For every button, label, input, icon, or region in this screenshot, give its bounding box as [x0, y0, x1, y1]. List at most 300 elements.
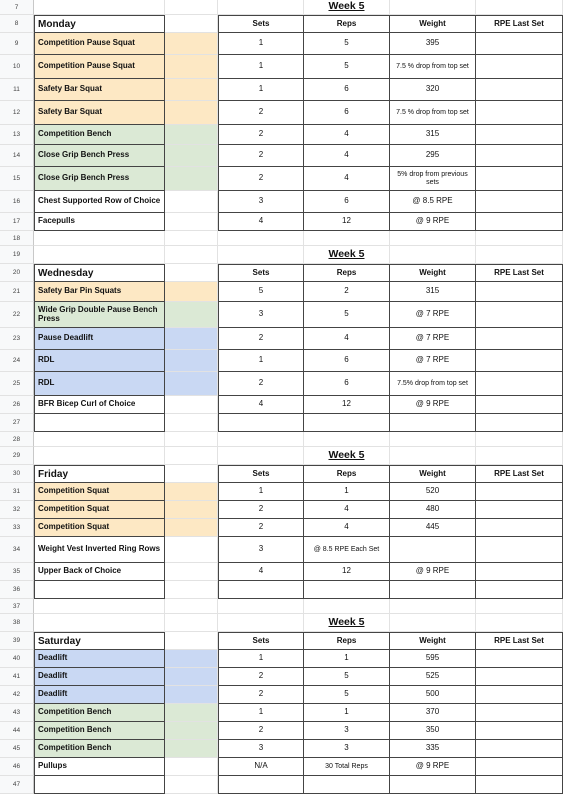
sets-cell[interactable]: 2: [218, 372, 304, 396]
rpe-cell[interactable]: [476, 537, 563, 563]
reps-cell[interactable]: 1: [304, 704, 390, 722]
weight-cell[interactable]: 350: [390, 722, 476, 740]
weight-cell[interactable]: @ 9 RPE: [390, 758, 476, 776]
row-number[interactable]: 35: [0, 563, 34, 581]
header-rpe[interactable]: RPE Last Set: [476, 264, 563, 282]
sets-cell[interactable]: [218, 581, 304, 599]
rpe-cell[interactable]: [476, 33, 563, 55]
header-sets[interactable]: Sets: [218, 15, 304, 33]
sheet-row: [0, 686, 563, 704]
sets-cell[interactable]: 3: [218, 191, 304, 213]
cell[interactable]: [165, 758, 218, 776]
reps-cell[interactable]: 1: [304, 483, 390, 501]
sets-cell[interactable]: 3: [218, 740, 304, 758]
sets-cell[interactable]: 2: [218, 501, 304, 519]
sheet-row: [0, 650, 563, 668]
header-sets[interactable]: Sets: [218, 465, 304, 483]
cell[interactable]: [165, 537, 218, 563]
reps-cell[interactable]: 4: [304, 167, 390, 191]
cell[interactable]: [390, 432, 476, 447]
day-name[interactable]: Wednesday: [34, 264, 165, 282]
sets-cell[interactable]: 1: [218, 483, 304, 501]
exercise-name[interactable]: Competition Bench: [34, 125, 165, 145]
exercise-name[interactable]: [34, 776, 165, 794]
reps-cell[interactable]: 3: [304, 740, 390, 758]
weight-cell[interactable]: 335: [390, 740, 476, 758]
sheet-row: [0, 447, 563, 465]
sets-cell[interactable]: N/A: [218, 758, 304, 776]
exercise-name[interactable]: Chest Supported Row of Choice: [34, 191, 165, 213]
rpe-cell[interactable]: [476, 650, 563, 668]
row-number[interactable]: 20: [0, 264, 34, 282]
day-name[interactable]: Friday: [34, 465, 165, 483]
exercise-name[interactable]: RDL: [34, 372, 165, 396]
reps-cell[interactable]: 12: [304, 396, 390, 414]
cell[interactable]: [476, 0, 563, 15]
exercise-name[interactable]: Competition Squat: [34, 483, 165, 501]
weight-cell[interactable]: 480: [390, 501, 476, 519]
row-number[interactable]: 39: [0, 632, 34, 650]
cell[interactable]: [165, 125, 218, 145]
reps-cell[interactable]: 1: [304, 650, 390, 668]
cell[interactable]: [34, 0, 165, 15]
cell[interactable]: [165, 350, 218, 372]
row-number[interactable]: 38: [0, 614, 34, 632]
exercise-name[interactable]: Facepulls: [34, 213, 165, 231]
sheet-row: [0, 101, 563, 125]
cell[interactable]: [476, 447, 563, 465]
row-number[interactable]: 10: [0, 55, 34, 79]
weight-cell[interactable]: 295: [390, 145, 476, 167]
cell[interactable]: [34, 231, 165, 246]
cell[interactable]: [165, 15, 218, 33]
exercise-name[interactable]: Safety Bar Squat: [34, 101, 165, 125]
exercise-name[interactable]: Competition Bench: [34, 704, 165, 722]
row-number[interactable]: 29: [0, 447, 34, 465]
row-number[interactable]: 9: [0, 33, 34, 55]
cell[interactable]: [218, 432, 304, 447]
row-number[interactable]: 7: [0, 0, 34, 15]
sets-cell[interactable]: 1: [218, 55, 304, 79]
exercise-name[interactable]: Upper Back of Choice: [34, 563, 165, 581]
cell[interactable]: [476, 231, 563, 246]
exercise-name[interactable]: Competition Squat: [34, 519, 165, 537]
sets-cell[interactable]: 1: [218, 33, 304, 55]
row-number[interactable]: 33: [0, 519, 34, 537]
cell[interactable]: [218, 246, 304, 264]
reps-cell[interactable]: 4: [304, 328, 390, 350]
row-number[interactable]: 30: [0, 465, 34, 483]
weight-cell[interactable]: 7.5 % drop from top set: [390, 55, 476, 79]
cell[interactable]: [165, 372, 218, 396]
rpe-cell[interactable]: [476, 686, 563, 704]
cell[interactable]: [165, 519, 218, 537]
weight-cell[interactable]: 370: [390, 704, 476, 722]
cell[interactable]: [165, 0, 218, 15]
cell[interactable]: [165, 213, 218, 231]
rpe-cell[interactable]: [476, 668, 563, 686]
header-reps[interactable]: Reps: [304, 15, 390, 33]
rpe-cell[interactable]: [476, 740, 563, 758]
sets-cell[interactable]: 3: [218, 302, 304, 328]
cell[interactable]: [165, 501, 218, 519]
header-rpe[interactable]: RPE Last Set: [476, 632, 563, 650]
exercise-name[interactable]: Close Grip Bench Press: [34, 145, 165, 167]
cell[interactable]: [165, 264, 218, 282]
reps-cell[interactable]: 6: [304, 191, 390, 213]
row-number[interactable]: 23: [0, 328, 34, 350]
header-weight[interactable]: Weight: [390, 632, 476, 650]
sets-cell[interactable]: 4: [218, 213, 304, 231]
weight-cell[interactable]: [390, 537, 476, 563]
reps-cell[interactable]: 4: [304, 519, 390, 537]
weight-cell[interactable]: 595: [390, 650, 476, 668]
rpe-cell[interactable]: [476, 302, 563, 328]
rpe-cell[interactable]: [476, 414, 563, 432]
cell[interactable]: [165, 614, 218, 632]
sheet-row: [0, 501, 563, 519]
rpe-cell[interactable]: [476, 101, 563, 125]
sets-cell[interactable]: 2: [218, 668, 304, 686]
weight-cell[interactable]: 500: [390, 686, 476, 704]
header-reps[interactable]: Reps: [304, 264, 390, 282]
rpe-cell[interactable]: [476, 483, 563, 501]
reps-cell[interactable]: 30 Total Reps: [304, 758, 390, 776]
exercise-name[interactable]: Close Grip Bench Press: [34, 167, 165, 191]
row-number[interactable]: 22: [0, 302, 34, 328]
cell[interactable]: [218, 447, 304, 465]
cell[interactable]: [165, 599, 218, 614]
rpe-cell[interactable]: [476, 167, 563, 191]
sheet-row: [0, 614, 563, 632]
sets-cell[interactable]: 2: [218, 722, 304, 740]
exercise-name[interactable]: Deadlift: [34, 668, 165, 686]
weight-cell[interactable]: @ 7 RPE: [390, 328, 476, 350]
reps-cell[interactable]: 6: [304, 79, 390, 101]
rpe-cell[interactable]: [476, 350, 563, 372]
cell[interactable]: [476, 246, 563, 264]
cell[interactable]: [165, 79, 218, 101]
exercise-name[interactable]: Pause Deadlift: [34, 328, 165, 350]
exercise-name[interactable]: Wide Grip Double Pause Bench Press: [34, 302, 165, 328]
cell[interactable]: [165, 563, 218, 581]
weight-cell[interactable]: 315: [390, 282, 476, 302]
rpe-cell[interactable]: [476, 396, 563, 414]
sheet-row: [0, 432, 563, 447]
week-title[interactable]: Week 5: [304, 246, 390, 264]
row-number[interactable]: 12: [0, 101, 34, 125]
rpe-cell[interactable]: [476, 501, 563, 519]
cell[interactable]: [218, 614, 304, 632]
cell[interactable]: [218, 599, 304, 614]
cell[interactable]: [218, 0, 304, 15]
sheet-row: [0, 740, 563, 758]
row-number[interactable]: 13: [0, 125, 34, 145]
week-title[interactable]: Week 5: [304, 447, 390, 465]
rpe-cell[interactable]: [476, 722, 563, 740]
cell[interactable]: [165, 145, 218, 167]
cell[interactable]: [165, 686, 218, 704]
cell[interactable]: [390, 447, 476, 465]
reps-cell[interactable]: 6: [304, 101, 390, 125]
weight-cell[interactable]: 7.5 % drop from top set: [390, 101, 476, 125]
weight-cell[interactable]: [390, 414, 476, 432]
cell[interactable]: [304, 599, 390, 614]
cell[interactable]: [165, 414, 218, 432]
reps-cell[interactable]: 5: [304, 302, 390, 328]
cell[interactable]: [34, 432, 165, 447]
weight-cell[interactable]: @ 9 RPE: [390, 396, 476, 414]
sets-cell[interactable]: 5: [218, 282, 304, 302]
exercise-name[interactable]: Pullups: [34, 758, 165, 776]
weight-cell[interactable]: 5% drop from previous sets: [390, 167, 476, 191]
reps-cell[interactable]: 12: [304, 563, 390, 581]
reps-cell[interactable]: 12: [304, 213, 390, 231]
weight-cell[interactable]: 7.5% drop from top set: [390, 372, 476, 396]
weight-cell[interactable]: [390, 581, 476, 599]
weight-cell[interactable]: 320: [390, 79, 476, 101]
cell[interactable]: [165, 396, 218, 414]
sheet-row: [0, 372, 563, 396]
exercise-name[interactable]: RDL: [34, 350, 165, 372]
rpe-cell[interactable]: [476, 55, 563, 79]
cell[interactable]: [165, 282, 218, 302]
row-number[interactable]: 24: [0, 350, 34, 372]
sets-cell[interactable]: 1: [218, 79, 304, 101]
rpe-cell[interactable]: [476, 213, 563, 231]
cell[interactable]: [34, 447, 165, 465]
row-number[interactable]: 26: [0, 396, 34, 414]
cell[interactable]: [34, 614, 165, 632]
sets-cell[interactable]: 2: [218, 167, 304, 191]
header-reps[interactable]: Reps: [304, 465, 390, 483]
reps-cell[interactable]: 5: [304, 668, 390, 686]
weight-cell[interactable]: @ 7 RPE: [390, 302, 476, 328]
sets-cell[interactable]: 2: [218, 519, 304, 537]
header-weight[interactable]: Weight: [390, 15, 476, 33]
cell[interactable]: [34, 599, 165, 614]
exercise-name[interactable]: Deadlift: [34, 650, 165, 668]
rpe-cell[interactable]: [476, 776, 563, 794]
exercise-name[interactable]: Competition Bench: [34, 722, 165, 740]
rpe-cell[interactable]: [476, 282, 563, 302]
cell[interactable]: [165, 740, 218, 758]
row-number[interactable]: 47: [0, 776, 34, 794]
sets-cell[interactable]: 3: [218, 537, 304, 563]
reps-cell[interactable]: 5: [304, 686, 390, 704]
reps-cell[interactable]: 6: [304, 372, 390, 396]
row-number[interactable]: 42: [0, 686, 34, 704]
weight-cell[interactable]: 445: [390, 519, 476, 537]
cell[interactable]: [390, 246, 476, 264]
row-number[interactable]: 14: [0, 145, 34, 167]
exercise-name[interactable]: Safety Bar Pin Squats: [34, 282, 165, 302]
week-title[interactable]: Week 5: [304, 0, 390, 15]
reps-cell[interactable]: 6: [304, 350, 390, 372]
sets-cell[interactable]: 4: [218, 563, 304, 581]
reps-cell[interactable]: @ 8.5 RPE Each Set: [304, 537, 390, 563]
exercise-name[interactable]: Competition Pause Squat: [34, 55, 165, 79]
cell[interactable]: [165, 668, 218, 686]
row-number[interactable]: 44: [0, 722, 34, 740]
rpe-cell[interactable]: [476, 581, 563, 599]
cell[interactable]: [165, 302, 218, 328]
row-number[interactable]: 40: [0, 650, 34, 668]
row-number[interactable]: 18: [0, 231, 34, 246]
sets-cell[interactable]: 2: [218, 686, 304, 704]
cell[interactable]: [165, 33, 218, 55]
row-number[interactable]: 28: [0, 432, 34, 447]
row-number[interactable]: 19: [0, 246, 34, 264]
cell[interactable]: [165, 246, 218, 264]
header-rpe[interactable]: RPE Last Set: [476, 15, 563, 33]
weight-cell[interactable]: 315: [390, 125, 476, 145]
day-name[interactable]: Monday: [34, 15, 165, 33]
rpe-cell[interactable]: [476, 191, 563, 213]
row-number[interactable]: 15: [0, 167, 34, 191]
sets-cell[interactable]: 2: [218, 101, 304, 125]
cell[interactable]: [165, 328, 218, 350]
cell[interactable]: [165, 191, 218, 213]
rpe-cell[interactable]: [476, 704, 563, 722]
cell[interactable]: [165, 776, 218, 794]
cell[interactable]: [390, 614, 476, 632]
cell[interactable]: [304, 432, 390, 447]
reps-cell[interactable]: 3: [304, 722, 390, 740]
exercise-name[interactable]: BFR Bicep Curl of Choice: [34, 396, 165, 414]
row-number[interactable]: 16: [0, 191, 34, 213]
cell[interactable]: [165, 447, 218, 465]
weight-cell[interactable]: 395: [390, 33, 476, 55]
cell[interactable]: [165, 231, 218, 246]
row-number[interactable]: 37: [0, 599, 34, 614]
weight-cell[interactable]: @ 8.5 RPE: [390, 191, 476, 213]
cell[interactable]: [165, 101, 218, 125]
header-weight[interactable]: Weight: [390, 465, 476, 483]
cell[interactable]: [390, 599, 476, 614]
weight-cell[interactable]: [390, 776, 476, 794]
exercise-name[interactable]: [34, 414, 165, 432]
weight-cell[interactable]: @ 7 RPE: [390, 350, 476, 372]
reps-cell[interactable]: 4: [304, 125, 390, 145]
cell[interactable]: [476, 432, 563, 447]
reps-cell[interactable]: [304, 414, 390, 432]
weight-cell[interactable]: 520: [390, 483, 476, 501]
row-number[interactable]: 46: [0, 758, 34, 776]
weight-cell[interactable]: @ 9 RPE: [390, 213, 476, 231]
cell[interactable]: [165, 632, 218, 650]
rpe-cell[interactable]: [476, 79, 563, 101]
sheet-row: [0, 79, 563, 101]
day-name[interactable]: Saturday: [34, 632, 165, 650]
exercise-name[interactable]: Competition Pause Squat: [34, 33, 165, 55]
row-number[interactable]: 43: [0, 704, 34, 722]
header-reps[interactable]: Reps: [304, 632, 390, 650]
cell[interactable]: [165, 465, 218, 483]
sheet-row: [0, 599, 563, 614]
row-number[interactable]: 41: [0, 668, 34, 686]
cell[interactable]: [34, 246, 165, 264]
weight-cell[interactable]: 525: [390, 668, 476, 686]
header-sets[interactable]: Sets: [218, 632, 304, 650]
cell[interactable]: [476, 614, 563, 632]
row-number[interactable]: 21: [0, 282, 34, 302]
cell[interactable]: [218, 231, 304, 246]
cell[interactable]: [165, 55, 218, 79]
rpe-cell[interactable]: [476, 328, 563, 350]
sets-cell[interactable]: 1: [218, 350, 304, 372]
header-rpe[interactable]: RPE Last Set: [476, 465, 563, 483]
row-number[interactable]: 34: [0, 537, 34, 563]
row-number[interactable]: 36: [0, 581, 34, 599]
sheet-row: [0, 33, 563, 55]
reps-cell[interactable]: 4: [304, 145, 390, 167]
sheet-row: [0, 350, 563, 372]
row-number[interactable]: 25: [0, 372, 34, 396]
row-number[interactable]: 8: [0, 15, 34, 33]
cell[interactable]: [304, 231, 390, 246]
cell[interactable]: [476, 599, 563, 614]
week-title[interactable]: Week 5: [304, 614, 390, 632]
header-weight[interactable]: Weight: [390, 264, 476, 282]
exercise-name[interactable]: Competition Squat: [34, 501, 165, 519]
exercise-name[interactable]: Competition Bench: [34, 740, 165, 758]
sets-cell[interactable]: 2: [218, 145, 304, 167]
reps-cell[interactable]: 5: [304, 33, 390, 55]
rpe-cell[interactable]: [476, 563, 563, 581]
reps-cell[interactable]: 2: [304, 282, 390, 302]
header-sets[interactable]: Sets: [218, 264, 304, 282]
exercise-name[interactable]: Weight Vest Inverted Ring Rows: [34, 537, 165, 563]
rpe-cell[interactable]: [476, 145, 563, 167]
row-number[interactable]: 27: [0, 414, 34, 432]
rpe-cell[interactable]: [476, 372, 563, 396]
weight-cell[interactable]: @ 9 RPE: [390, 563, 476, 581]
rpe-cell[interactable]: [476, 758, 563, 776]
row-number[interactable]: 45: [0, 740, 34, 758]
cell[interactable]: [165, 704, 218, 722]
cell[interactable]: [165, 483, 218, 501]
cell[interactable]: [390, 231, 476, 246]
sets-cell[interactable]: 4: [218, 396, 304, 414]
cell[interactable]: [165, 722, 218, 740]
cell[interactable]: [390, 0, 476, 15]
reps-cell[interactable]: 5: [304, 55, 390, 79]
row-number[interactable]: 32: [0, 501, 34, 519]
cell[interactable]: [165, 650, 218, 668]
cell[interactable]: [165, 581, 218, 599]
row-number[interactable]: 17: [0, 213, 34, 231]
exercise-name[interactable]: [34, 581, 165, 599]
exercise-name[interactable]: Safety Bar Squat: [34, 79, 165, 101]
row-number[interactable]: 11: [0, 79, 34, 101]
row-number[interactable]: 31: [0, 483, 34, 501]
cell[interactable]: [165, 432, 218, 447]
reps-cell[interactable]: 4: [304, 501, 390, 519]
sets-cell[interactable]: 2: [218, 125, 304, 145]
sets-cell[interactable]: 1: [218, 704, 304, 722]
sets-cell[interactable]: [218, 776, 304, 794]
rpe-cell[interactable]: [476, 519, 563, 537]
exercise-name[interactable]: Deadlift: [34, 686, 165, 704]
sets-cell[interactable]: [218, 414, 304, 432]
reps-cell[interactable]: [304, 776, 390, 794]
sets-cell[interactable]: 2: [218, 328, 304, 350]
rpe-cell[interactable]: [476, 125, 563, 145]
reps-cell[interactable]: [304, 581, 390, 599]
sets-cell[interactable]: 1: [218, 650, 304, 668]
cell[interactable]: [165, 167, 218, 191]
